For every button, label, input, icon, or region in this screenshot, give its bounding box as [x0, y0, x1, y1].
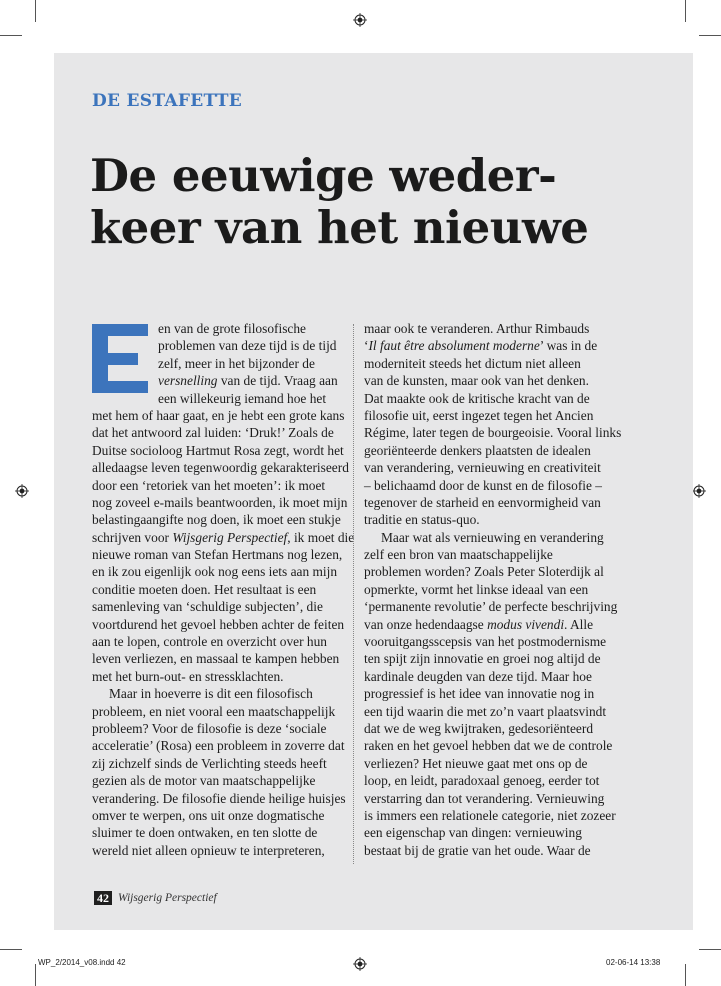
text-line: schrijven voor Wijsgerig Perspectief, ik moet die [92, 529, 355, 545]
text-line: kardinale deugden van deze tijd. Maar hoe [364, 668, 592, 684]
text-line: georiënteerde denkers plaatsten de idealen [364, 442, 591, 458]
text-line: tegenover de starheid en eenvormigheid van [364, 494, 601, 510]
crop-mark [35, 0, 36, 22]
article-title [90, 150, 680, 254]
text-line: een eigenschap van dingen: vernieuwing [364, 825, 582, 841]
text-line: omver te werpen, ons uit onze dogmatische [92, 807, 325, 823]
text-line: ‘permanente revolutie’ de perfecte beschrijving [364, 599, 618, 615]
registration-mark-icon [692, 484, 706, 498]
crop-mark [699, 35, 721, 36]
text-line: problemen worden? Zoals Peter Sloterdijk al [364, 564, 604, 580]
text-line: verliezen? Het nieuwe gaat met ons op de [364, 755, 588, 771]
text-line: gezien als de motor van maatschappelijke [92, 773, 316, 789]
text-line: progressief is het idee van innovatie nog in [364, 686, 595, 702]
crop-mark [685, 0, 686, 22]
crop-mark [685, 964, 686, 986]
text-line: opmerkte, vormt het linkse ideaal van een [364, 581, 589, 597]
title-line: keer van het nieuwe [90, 201, 589, 254]
text-line: is immers een relationele categorie, niet zozeer [364, 807, 616, 823]
text-line: en van de grote filosofische [158, 321, 306, 336]
text-line: bestaat bij de gratie van het oude. Waar de [364, 842, 591, 858]
text-line: moderniteit steeds het dictum niet alleen [364, 355, 581, 371]
text-line: zelf een bron van maatschappelijke [364, 547, 553, 563]
column-divider [353, 324, 354, 864]
text-line: met het burn-out- en stressklachten. [92, 668, 284, 684]
text-line: conditie moeten doen. Het resultaat is een [92, 581, 317, 597]
text-line: sluimer te doen ontwaken, en ten slotte de [92, 825, 318, 841]
text-line: een tijd waarin die met zo’n vaart plaatsvindt [364, 703, 607, 719]
crop-mark [0, 35, 22, 36]
text-line: maar ook te veranderen. Arthur Rimbauds [364, 321, 590, 336]
text-line: alledaagse leven tegenwoordig gekarakteriseerd [92, 460, 349, 476]
text-line: zij zichzelf sinds de Verlichting steeds heeft [92, 755, 327, 771]
text-line: verandering. De filosofie diende heilige huisjes [92, 790, 346, 806]
text-line: probleem? Voor de filosofie is deze ‘sociale [92, 720, 327, 736]
slug-timestamp: 02-06-14 13:38 [606, 958, 661, 967]
text-line: ‘Il faut être absolument moderne’ was in de [364, 338, 598, 354]
crop-mark [35, 964, 36, 986]
text-line: dat we de weg kwijtraken, gedesoriënteerd [364, 720, 594, 736]
text-line: Maar wat als vernieuwing en verandering [381, 529, 604, 545]
registration-mark-icon [353, 13, 367, 27]
text-line: dat het antwoord zal luiden: ‘Druk!’ Zoals de [92, 425, 334, 441]
text-line: nieuwe roman van Stefan Hertmans nog lezen, [92, 547, 343, 563]
text-line: probleem, en niet vooral een maatschappelijk [92, 703, 336, 719]
text-line: voortdurend het gevoel hebben achter de feiten [92, 616, 345, 632]
crop-mark [0, 949, 22, 950]
text-line: zelf, meer in het bijzonder de [158, 355, 315, 371]
text-line: raken en het gevoel hebben dat we de controle [364, 738, 613, 754]
text-column-left [92, 320, 355, 859]
text-line: van onze hedendaagse modus vivendi. Alle [364, 616, 594, 632]
text-line: Dat maakte ook de kritische kracht van de [364, 390, 590, 406]
title-line: De eeuwige weder- [90, 149, 557, 202]
text-line: Maar in hoeverre is dit een filosofisch [109, 686, 313, 702]
text-line: Régime, later tegen de bourgeoisie. Vooral links [364, 425, 622, 441]
text-line: loop, en leidt, paradoxaal genoeg, eerder tot [364, 773, 600, 789]
section-kicker: DE ESTAFETTE [92, 91, 243, 111]
registration-mark-icon [353, 957, 367, 971]
text-line: door een ‘retoriek van het moeten’: ik moet [92, 477, 326, 493]
text-line: acceleratie’ (Rosa) een probleem in zoverre dat [92, 738, 345, 754]
text-line: leven verliezen, en massaal te kampen hebben [92, 651, 340, 667]
text-line: traditie en status-quo. [364, 512, 480, 528]
text-line: nog zoveel e-mails beantwoorden, ik moet mijn [92, 494, 348, 510]
magazine-name: Wijsgerig Perspectief [118, 892, 217, 904]
text-line: van verandering, vernieuwing en creativiteit [364, 460, 601, 476]
text-line: samenleving van ‘schuldige subjecten’, die [92, 599, 323, 615]
text-line: wereld niet alleen opnieuw te interpreteren, [92, 842, 325, 858]
text-line: versnelling van de tijd. Vraag aan [158, 373, 338, 389]
slug-filename: WP_2/2014_v08.indd 42 [38, 958, 126, 967]
text-line: belastingaangifte nog doen, ik moet een stukje [92, 512, 341, 528]
text-line: – belichaamd door de kunst en de filosofie – [364, 477, 602, 493]
text-line: en ik zou eigenlijk ook nog eens iets aan mijn [92, 564, 338, 580]
text-line: een willekeurig iemand hoe het [158, 390, 327, 406]
registration-mark-icon [15, 484, 29, 498]
crop-mark [699, 949, 721, 950]
text-column-right [364, 320, 624, 859]
folio [94, 891, 217, 905]
text-line: Duitse socioloog Hartmut Rosa zegt, wordt het [92, 442, 344, 458]
text-line: aan te lopen, controle en overzicht over hun [92, 634, 327, 650]
text-line: problemen van deze tijd is de tijd [158, 338, 337, 354]
page-number: 42 [94, 891, 112, 905]
text-line: verstarring dan tot verandering. Vernieuwing [364, 790, 605, 806]
text-line: met hem of haar gaat, en je hebt een grote kans [92, 407, 345, 423]
text-line: van de kunsten, maar ook van het denken. [364, 373, 589, 389]
text-line: ten spijt zijn innovatie en groei nog altijd de [364, 651, 601, 667]
text-line: vooruitgangsscepsis van het postmodernisme [364, 634, 607, 650]
text-line: filosofie uit, eerst ingezet tegen het Ancien [364, 407, 594, 423]
